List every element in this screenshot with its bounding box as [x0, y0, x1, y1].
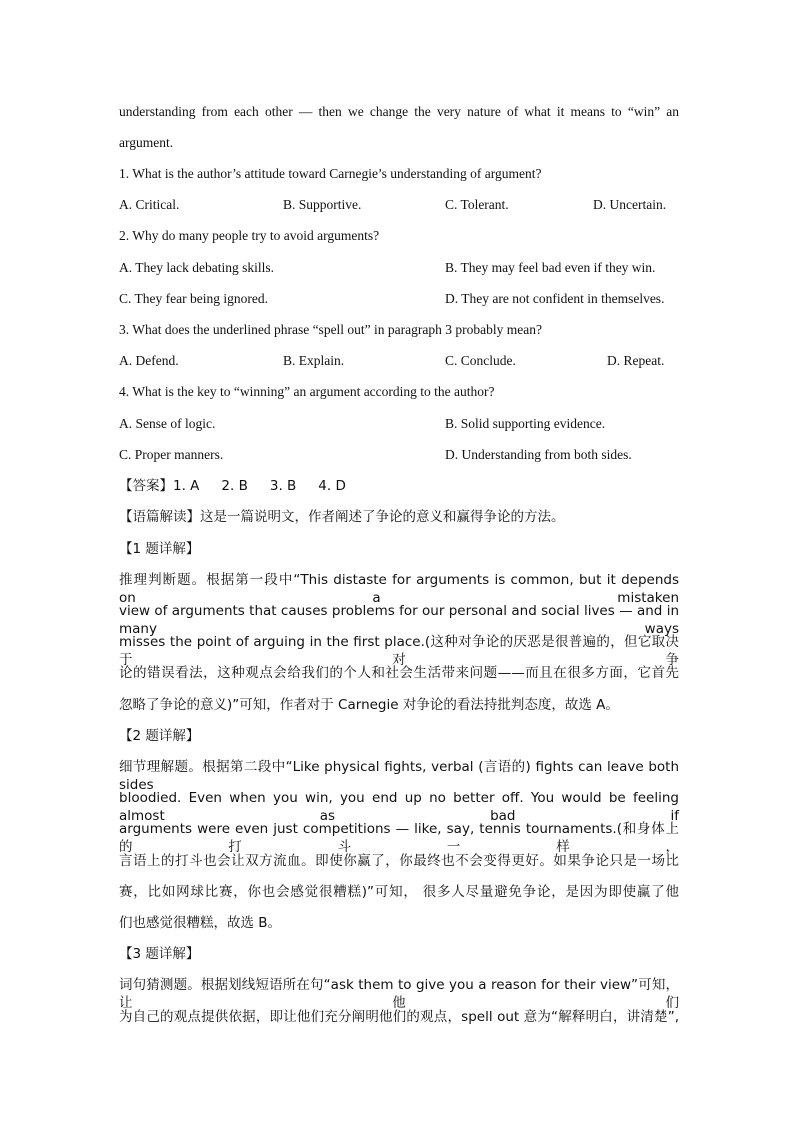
option: C. Conclude.: [445, 353, 516, 368]
option: C. Tolerant.: [445, 197, 509, 212]
detail-line: 为自己的观点提供依据，即让他们充分阐明他们的观点，spell out 意为“解释明白，讲清楚”,: [119, 1009, 679, 1025]
option: C. They fear being ignored.: [119, 291, 268, 306]
option: B. Solid supporting evidence.: [445, 416, 606, 431]
detail-line: bloodied. Even when you win, you end up no better off. You would be feeling almost as bad if: [119, 790, 679, 824]
option: B. Explain.: [283, 353, 345, 368]
analysis-line: 【语篇解读】这是一篇说明文，作者阐述了争论的意义和赢得争论的方法。: [119, 509, 565, 525]
detail-line: 言语上的打斗也会让双方流血。即使你赢了，你最终也不会变得更好。如果争论只是一场比: [119, 853, 679, 869]
option: A. Critical.: [119, 197, 180, 212]
option: D. They are not confident in themselves.: [445, 291, 665, 306]
question-options: [119, 290, 679, 308]
answer-item: 2. B: [221, 478, 248, 494]
option: A. They lack debating skills.: [119, 260, 274, 275]
question-stem: 2. Why do many people try to avoid arguments?: [119, 228, 380, 243]
detail-line: 忽略了争论的意义)”可知，作者对于 Carnegie 对争论的看法持批判态度，故选 A。: [119, 697, 619, 713]
option: A. Sense of logic.: [119, 416, 216, 431]
option: A. Defend.: [119, 353, 179, 368]
option: B. Supportive.: [283, 197, 362, 212]
detail-line: arguments were even just competitions — like, say, tennis tournaments.(和身体上的打斗一样，: [119, 821, 679, 855]
answer-item: 1. A: [173, 478, 200, 494]
detail-line: 们也感觉很糟糕，故选 B。: [119, 915, 282, 931]
question-stem: 1. What is the author’s attitude toward Carnegie’s understanding of argument?: [119, 166, 542, 181]
question-options: [119, 352, 679, 370]
detail-heading: 【2 题详解】: [119, 728, 200, 744]
option: D. Understanding from both sides.: [445, 447, 632, 462]
question-options: [119, 196, 679, 214]
option: D. Uncertain.: [593, 197, 667, 212]
detail-heading: 【3 题详解】: [119, 946, 200, 962]
detail-line: 推理判断题。根据第一段中“This distaste for arguments is common, but it depends on a mistaken: [119, 572, 679, 606]
option: C. Proper manners.: [119, 447, 224, 462]
detail-heading: 【1 题详解】: [119, 541, 200, 557]
intro-line: argument.: [119, 135, 174, 150]
detail-line: misses the point of arguing in the first place.(这种对争论的厌恶是很普遍的，但它取决于对争: [119, 634, 679, 668]
detail-line: 细节理解题。根据第二段中“Like physical fights, verbal (言语的) fights can leave both sides: [119, 759, 679, 793]
detail-line: 词句猜测题。根据划线短语所在句“ask them to give you a reason for their view”可知，让他们: [119, 977, 679, 1011]
question-stem: 3. What does the underlined phrase “spell out” in paragraph 3 probably mean?: [119, 322, 542, 337]
question-options: [119, 415, 679, 433]
answer-line: [119, 477, 679, 495]
question-options: [119, 259, 679, 277]
detail-line: view of arguments that causes problems for our personal and social lives — and in many ways: [119, 603, 679, 637]
answer-item: 4. D: [318, 478, 346, 494]
intro-line: understanding from each other — then we change the very nature of what it means to “win” an: [119, 104, 679, 119]
detail-line: 论的错误看法，这种观点会给我们的个人和社会生活带来问题——而且在很多方面，它首先: [119, 665, 679, 681]
option: D. Repeat.: [607, 353, 665, 368]
detail-line: 赛，比如网球比赛，你也会感觉很糟糕)”可知， 很多人尽量避免争论，是因为即使赢了他: [119, 884, 679, 900]
option: B. They may feel bad even if they win.: [445, 260, 656, 275]
question-options: [119, 446, 679, 464]
answer-item: 3. B: [269, 478, 297, 494]
answer-label: 【答案】: [119, 478, 173, 494]
question-stem: 4. What is the key to “winning” an argument according to the author?: [119, 384, 495, 399]
